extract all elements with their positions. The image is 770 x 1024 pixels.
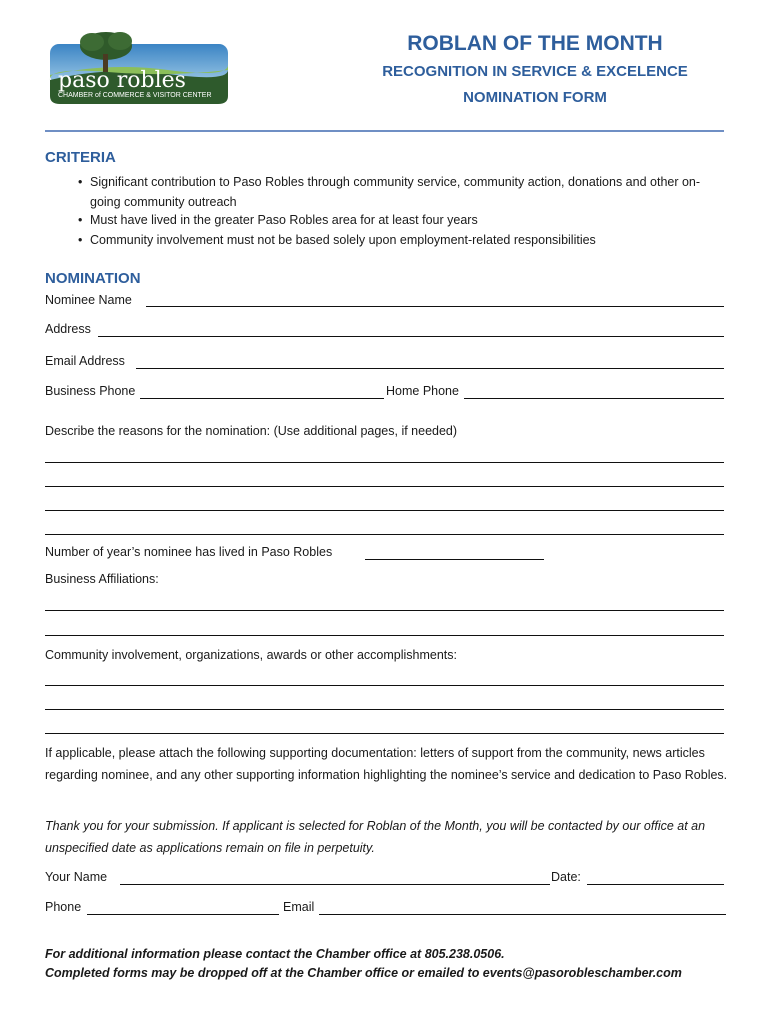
email-field[interactable] — [319, 914, 726, 915]
phone-label: Phone — [45, 900, 82, 914]
business-phone-label: Business Phone — [45, 384, 136, 398]
phone-field[interactable] — [87, 914, 279, 915]
form-name: NOMINATION FORM — [463, 89, 607, 106]
date-field[interactable] — [587, 884, 724, 885]
reasons-field[interactable] — [45, 486, 724, 487]
home-phone-label: Home Phone — [386, 384, 459, 398]
nominee-name-field[interactable] — [146, 306, 724, 307]
header-divider — [45, 130, 724, 132]
business-phone-field[interactable] — [140, 398, 384, 399]
home-phone-field[interactable] — [464, 398, 724, 399]
date-label: Date: — [551, 870, 581, 884]
criteria-heading: CRITERIA — [45, 149, 116, 166]
your-name-field[interactable] — [120, 884, 550, 885]
thank-you-text: Thank you for your submission. If applicant is selected for Roblan of the Month, you will be contacted by our office at an unspecified date as applications remain on file in perpetuity. — [45, 819, 706, 855]
involvement-label: Community involvement, organizations, awards or other accomplishments: — [45, 648, 457, 662]
years-label: Number of year’s nominee has lived in Paso Robles — [45, 545, 333, 559]
bullet-icon: • — [78, 213, 83, 227]
your-name-label: Your Name — [45, 870, 108, 884]
page-title: ROBLAN OF THE MONTH — [407, 32, 663, 55]
bullet-icon: • — [78, 233, 83, 247]
reasons-field[interactable] — [45, 510, 724, 511]
years-field[interactable] — [365, 559, 544, 560]
logo-name: paso robles — [58, 68, 186, 93]
affiliations-field[interactable] — [45, 635, 724, 636]
affiliations-field[interactable] — [45, 610, 724, 611]
affiliations-label: Business Affiliations: — [45, 572, 159, 586]
address-label: Address — [45, 322, 91, 336]
reasons-field[interactable] — [45, 462, 724, 463]
email-address-field[interactable] — [136, 368, 724, 369]
criteria-item — [78, 173, 728, 212]
involvement-field[interactable] — [45, 733, 724, 734]
criteria-item-text: Community involvement must not be based solely upon employment-related responsibilities — [90, 233, 596, 247]
nomination-heading: NOMINATION — [45, 270, 141, 287]
reasons-field[interactable] — [45, 534, 724, 535]
criteria-item — [78, 231, 728, 251]
criteria-item-text: Must have lived in the greater Paso Robles area for at least four years — [90, 213, 478, 227]
criteria-item — [78, 211, 728, 231]
reasons-label: Describe the reasons for the nomination: (Use additional pages, if needed) — [45, 424, 458, 438]
contact-info: For additional information please contact the Chamber office at 805.238.0506. — [45, 947, 505, 961]
involvement-field[interactable] — [45, 685, 724, 686]
supporting-documentation-text: If applicable, please attach the following supporting documentation: letters of support from the community, news articles regarding nominee, and any other supporting information highlighting the nominee’s service and dedication to Paso Robles. — [45, 746, 728, 782]
address-field[interactable] — [98, 336, 724, 337]
involvement-field[interactable] — [45, 709, 724, 710]
nominee-name-label: Nominee Name — [45, 293, 132, 307]
bullet-icon: • — [78, 175, 83, 189]
submission-instructions: Completed forms may be dropped off at the Chamber office or emailed to events@pasorobleschamber.com — [45, 966, 682, 980]
page-subtitle: RECOGNITION IN SERVICE & EXCELENCE — [382, 63, 688, 80]
email-address-label: Email Address — [45, 354, 125, 368]
criteria-item-text: Significant contribution to Paso Robles through community service, community action, donations and other on-going community outreach — [90, 175, 701, 209]
email-label: Email — [283, 900, 315, 914]
logo-tagline: CHAMBER of COMMERCE & VISITOR CENTER — [58, 92, 212, 99]
chamber-logo — [48, 28, 230, 106]
